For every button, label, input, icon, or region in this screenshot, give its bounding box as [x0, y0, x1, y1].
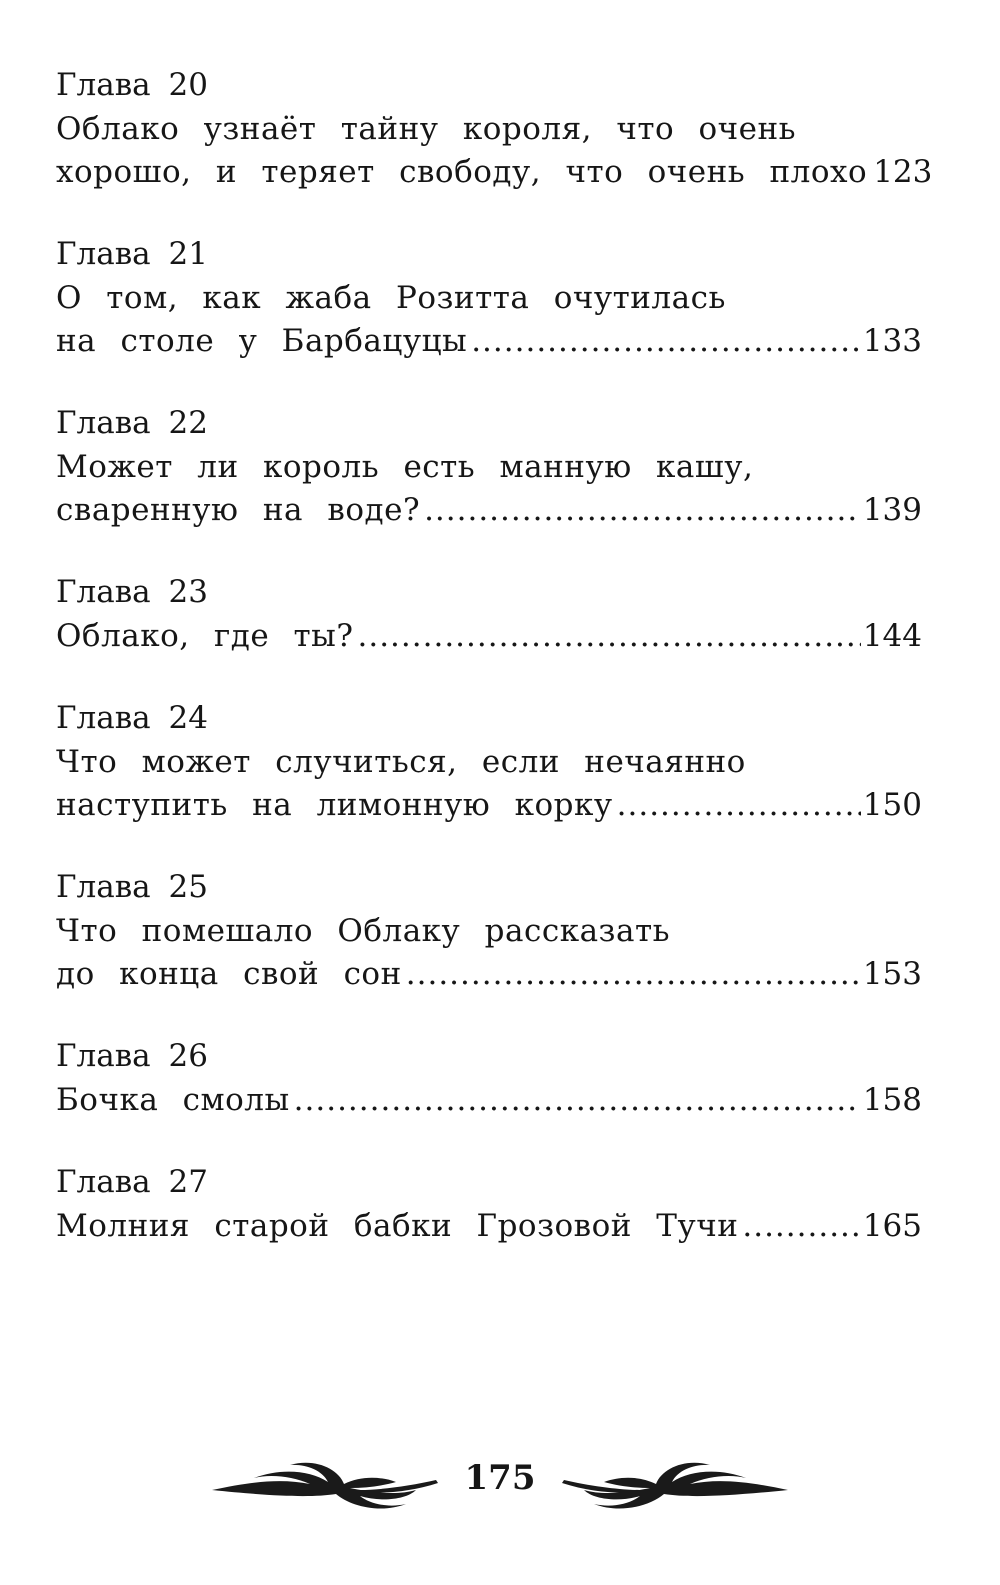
table-of-contents	[56, 62, 933, 1285]
chapter-title-last-line	[56, 1079, 922, 1122]
chapter-title-line: Что может случиться, если нечаянно	[56, 744, 746, 780]
chapter-title-text: хорошо, и теряет свободу, что очень плохо	[56, 154, 868, 190]
chapter-title-last-line	[56, 1205, 922, 1248]
chapter-number: Глава 20	[56, 67, 208, 103]
chapter-title-line: Что помешало Облаку рассказать	[56, 913, 670, 949]
chapter-number: Глава 24	[56, 700, 208, 736]
page-reference: 139	[862, 492, 922, 528]
chapter-title-text: на столе у Барбацуцы	[56, 323, 468, 359]
leader-dots	[617, 784, 861, 827]
page-reference: 158	[862, 1082, 922, 1118]
chapter-number: Глава 27	[56, 1164, 208, 1200]
chapter-number: Глава 23	[56, 574, 208, 610]
toc-entry-chapter-24	[56, 695, 922, 864]
toc-entry-chapter-22	[56, 400, 922, 569]
leader-dots	[424, 489, 861, 532]
leader-dots	[471, 320, 861, 363]
toc-entry-chapter-21	[56, 231, 922, 400]
chapter-title-last-line	[56, 615, 922, 658]
chapter-title-text: наступить на лимонную корку	[56, 787, 613, 823]
page-reference: 153	[862, 956, 922, 992]
chapter-title-last-line	[56, 784, 922, 827]
chapter-number: Глава 26	[56, 1038, 208, 1074]
toc-entry-chapter-27	[56, 1159, 922, 1285]
chapter-title-last-line	[56, 151, 933, 194]
leader-dots	[742, 1205, 860, 1248]
page-reference: 133	[862, 323, 922, 359]
page-reference: 123	[873, 154, 933, 190]
chapter-title-text: сваренную на воде?	[56, 492, 421, 528]
toc-entry-chapter-25	[56, 864, 922, 1033]
page-reference: 150	[862, 787, 922, 823]
chapter-number: Глава 22	[56, 405, 208, 441]
chapter-title-line: Может ли король есть манную кашу,	[56, 449, 754, 485]
page-number: 175	[464, 1458, 536, 1498]
chapter-title-last-line	[56, 953, 922, 996]
leader-dots	[406, 953, 861, 996]
chapter-title-text: Молния старой бабки Грозовой Тучи	[56, 1208, 739, 1244]
chapter-title-line: Облако узнаёт тайну короля, что очень	[56, 111, 797, 147]
chapter-title-last-line	[56, 489, 922, 532]
toc-entry-chapter-26	[56, 1033, 922, 1159]
chapter-title-last-line	[56, 320, 922, 363]
leader-dots	[357, 615, 860, 658]
page-reference: 165	[862, 1208, 922, 1244]
leader-dots	[294, 1079, 861, 1122]
chapter-title-text: Облако, где ты?	[56, 618, 354, 654]
chapter-title-text: до конца свой сон	[56, 956, 402, 992]
toc-entry-chapter-20	[56, 62, 933, 231]
page-footer	[210, 1456, 790, 1516]
chapter-number: Глава 25	[56, 869, 208, 905]
chapter-title-line: О том, как жаба Розитта очутилась	[56, 280, 726, 316]
page-reference: 144	[862, 618, 922, 654]
chapter-title-text: Бочка смолы	[56, 1082, 290, 1118]
toc-entry-chapter-23	[56, 569, 922, 695]
chapter-number: Глава 21	[56, 236, 208, 272]
